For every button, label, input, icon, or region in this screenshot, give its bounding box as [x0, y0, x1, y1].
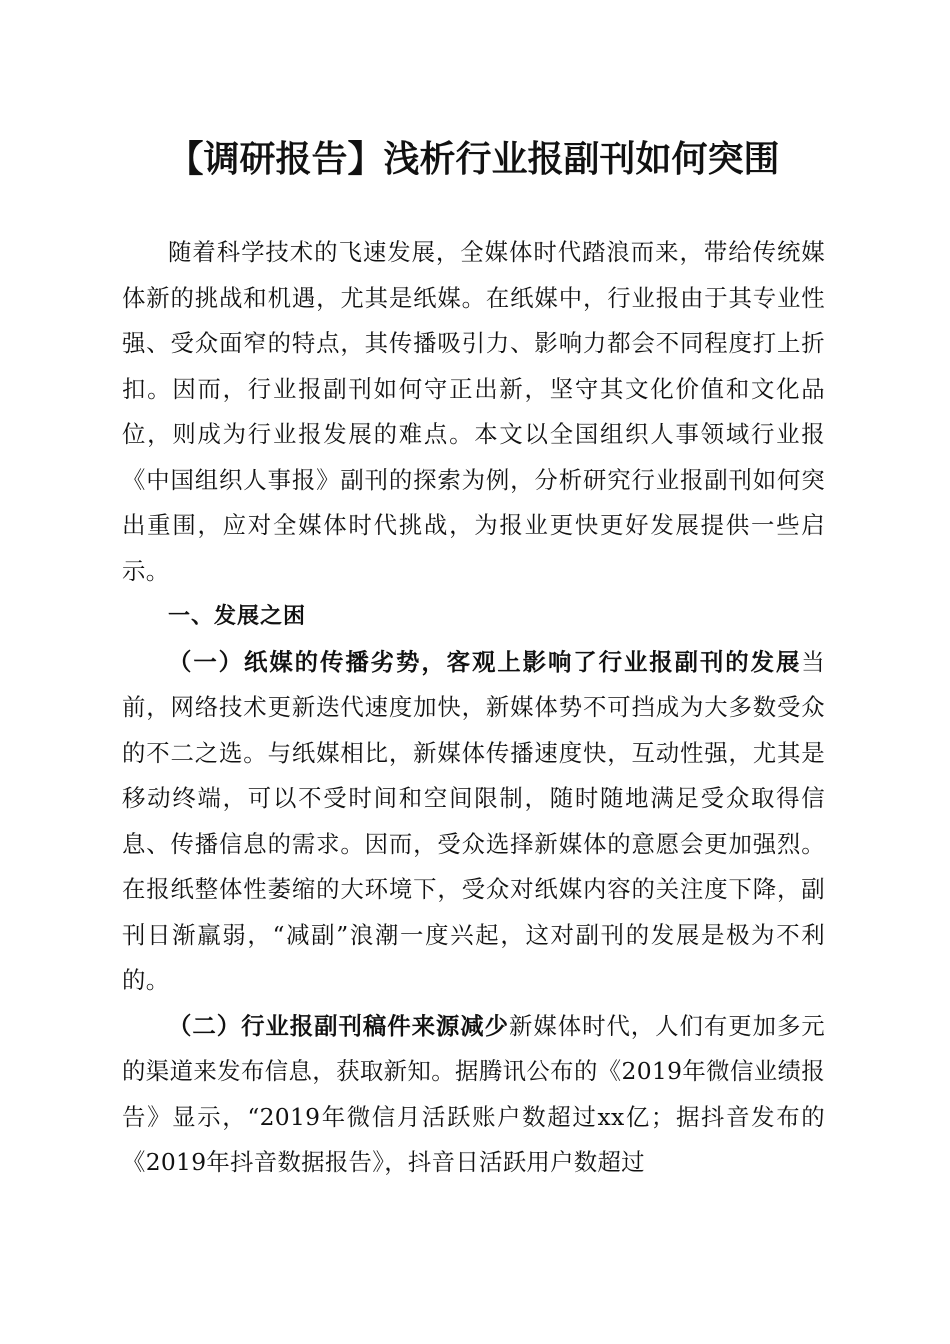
document-title: 【调研报告】浅析行业报副刊如何突围 [167, 139, 780, 180]
subsection-2-body: 新媒体时代，人们有更加多元的渠道来发布信息，获取新知。据腾讯公布的《2019年微信业绩报告》显示，“2019年微信月活跃账户数超过xx亿；据抖音发布的《2019年抖音数据报告》，抖音日活跃用户数超过 [122, 1011, 825, 1176]
document-body [122, 230, 825, 1186]
subsection-1-heading: （一）纸媒的传播劣势，客观上影响了行业报副刊的发展 [168, 647, 802, 676]
subsection-1-body: 当前，网络技术更新迭代速度加快，新媒体势不可挡成为大多数受众的不二之选。与纸媒相比，新媒体传播速度快，互动性强，尤其是移动终端，可以不受时间和空间限制，随时随地满足受众取得信息、传播信息的需求。因而，受众选择新媒体的意愿会更加强烈。在报纸整体性萎缩的大环境下，受众对纸媒内容的关注度下降，副刊日渐羸弱，“减副”浪潮一度兴起，这对副刊的发展是极为不利的。 [122, 647, 825, 994]
subsection-2-paragraph [122, 1004, 825, 1186]
subsection-1-paragraph [122, 640, 825, 1004]
intro-paragraph: 随着科学技术的飞速发展，全媒体时代踏浪而来，带给传统媒体新的挑战和机遇，尤其是纸媒。在纸媒中，行业报由于其专业性强、受众面窄的特点，其传播吸引力、影响力都会不同程度打上折扣。因而，行业报副刊如何守正出新，坚守其文化价值和文化品位，则成为行业报发展的难点。本文以全国组织人事领域行业报《中国组织人事报》副刊的探索为例，分析研究行业报副刊如何突出重围，应对全媒体时代挑战，为报业更快更好发展提供一些启示。 [122, 238, 825, 585]
subsection-2-heading: （二）行业报副刊稿件来源减少 [168, 1011, 510, 1040]
section-heading-development-difficulties: 一、发展之困 [168, 604, 307, 629]
